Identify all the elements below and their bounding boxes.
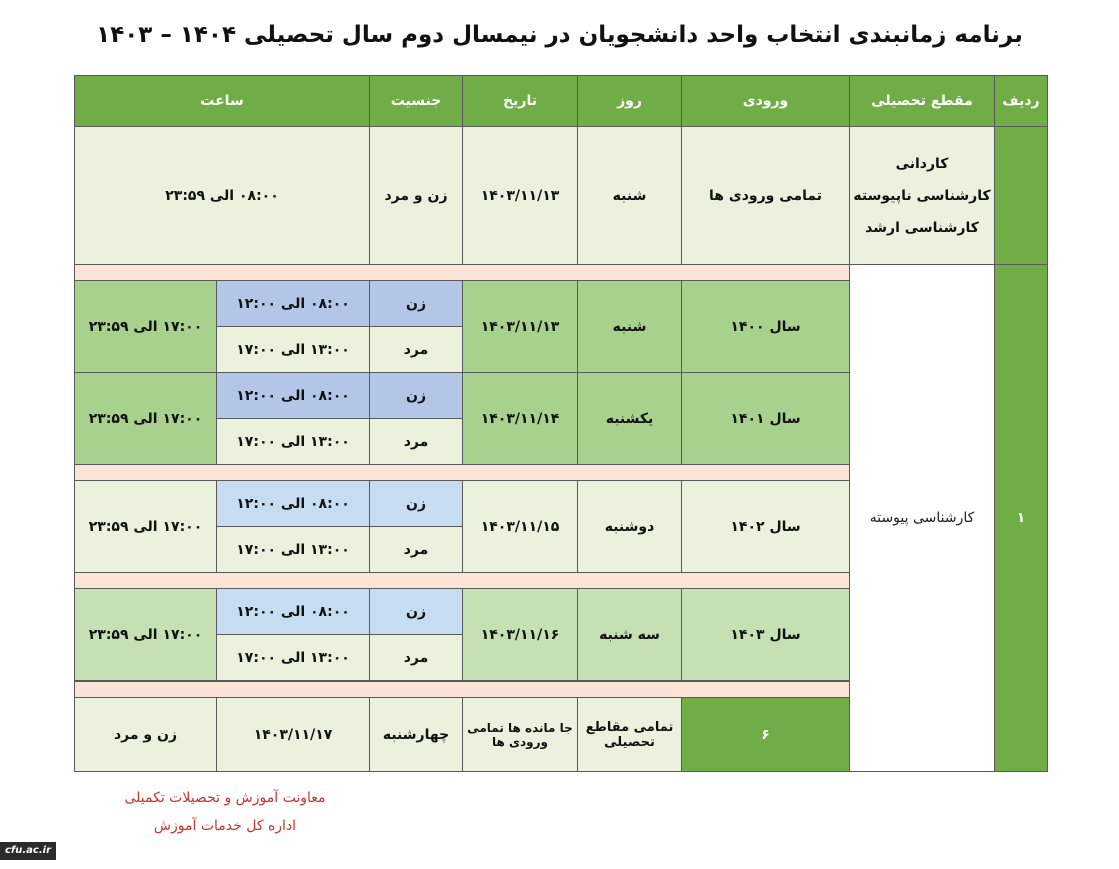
tarikh-cell: ۱۴۰۳/۱۱/۱۵ — [463, 481, 578, 573]
header-radif: ردیف — [995, 76, 1048, 127]
tarikh-cell: ۱۴۰۳/۱۱/۱۳ — [463, 281, 578, 373]
saat-evening-cell: ۱۷:۰۰ الی ۲۳:۵۹ — [75, 373, 217, 465]
vorudi-cell: جا مانده ها تمامی ورودی ها — [463, 698, 578, 772]
tarikh-cell: ۱۴۰۳/۱۱/۱۷ — [217, 698, 370, 772]
saat-mard-cell: ۱۳:۰۰ الی ۱۷:۰۰ — [217, 635, 370, 681]
header-row — [75, 76, 1048, 127]
vorudi-cell: تمامی ورودی ها — [682, 127, 850, 265]
saat-zan-cell: ۰۸:۰۰ الی ۱۲:۰۰ — [217, 281, 370, 327]
vorudi-cell: سال ۱۴۰۰ — [682, 281, 850, 373]
radif-cell: ۱ — [995, 265, 1048, 772]
maghta-cell-top — [850, 127, 995, 265]
radif-cell: ۶ — [682, 698, 850, 772]
saat-cell: ۰۸:۰۰ الی ۲۳:۵۹ — [75, 127, 370, 265]
jensiat-mard-cell: مرد — [370, 527, 463, 573]
tarikh-cell: ۱۴۰۳/۱۱/۱۴ — [463, 373, 578, 465]
saat-zan-cell: ۰۸:۰۰ الی ۱۲:۰۰ — [217, 481, 370, 527]
ruz-cell: یکشنبه — [578, 373, 682, 465]
saat-zan-cell: ۰۸:۰۰ الی ۱۲:۰۰ — [217, 373, 370, 419]
saat-evening-cell: ۱۷:۰۰ الی ۲۳:۵۹ — [75, 589, 217, 681]
schedule-table — [74, 75, 1048, 772]
header-saat: ساعت — [75, 76, 370, 127]
spacer-cell — [75, 573, 850, 589]
maghta-line: کاردانی — [895, 155, 949, 172]
tarikh-cell: ۱۴۰۳/۱۱/۱۳ — [463, 127, 578, 265]
spacer-cell — [75, 265, 850, 281]
jensiat-cell: زن و مرد — [370, 127, 463, 265]
header-tarikh: تاریخ — [463, 76, 578, 127]
jensiat-zan-cell: زن — [370, 589, 463, 635]
spacer-row — [75, 265, 1048, 281]
footer-line-1: معاونت آموزش و تحصیلات تکمیلی — [124, 790, 326, 806]
page-title: برنامه زمانبندی انتخاب واحد دانشجویان در نیمسال دوم سال تحصیلی ۱۴۰۴ – ۱۴۰۳ — [96, 22, 1023, 48]
tarikh-cell: ۱۴۰۳/۱۱/۱۶ — [463, 589, 578, 681]
jensiat-cell: زن و مرد — [75, 698, 217, 772]
saat-mard-cell: ۱۳:۰۰ الی ۱۷:۰۰ — [217, 327, 370, 373]
ruz-cell: شنبه — [578, 127, 682, 265]
ruz-cell: شنبه — [578, 281, 682, 373]
header-ruz: روز — [578, 76, 682, 127]
ruz-cell: سه شنبه — [578, 589, 682, 681]
table-row-top — [75, 127, 1048, 265]
radif-cell-empty — [995, 127, 1048, 265]
vorudi-cell: سال ۱۴۰۳ — [682, 589, 850, 681]
brand-logo: cfu.ac.ir — [0, 842, 56, 860]
saat-evening-cell: ۱۷:۰۰ الی ۲۳:۵۹ — [75, 281, 217, 373]
vorudi-cell: سال ۱۴۰۱ — [682, 373, 850, 465]
footer-line-2: اداره کل خدمات آموزش — [153, 818, 297, 834]
ruz-cell: دوشنبه — [578, 481, 682, 573]
maghta-line: کارشناسی ارشد — [865, 219, 979, 236]
jensiat-zan-cell: زن — [370, 481, 463, 527]
saat-evening-cell: ۱۷:۰۰ الی ۲۳:۵۹ — [75, 481, 217, 573]
header-vorudi: ورودی — [682, 76, 850, 127]
jensiat-mard-cell: مرد — [370, 419, 463, 465]
header-maghta: مقطع تحصیلی — [850, 76, 995, 127]
spacer-cell — [75, 682, 850, 698]
saat-zan-cell: ۰۸:۰۰ الی ۱۲:۰۰ — [217, 589, 370, 635]
ruz-cell: چهارشنبه — [370, 698, 463, 772]
spacer-cell — [75, 465, 850, 481]
maghta-cell: تمامی مقاطع تحصیلی — [578, 698, 682, 772]
vorudi-cell: سال ۱۴۰۲ — [682, 481, 850, 573]
maghta-cell: کارشناسی پیوسته — [850, 265, 995, 772]
header-jensiat: جنسیت — [370, 76, 463, 127]
jensiat-zan-cell: زن — [370, 373, 463, 419]
jensiat-zan-cell: زن — [370, 281, 463, 327]
saat-mard-cell: ۱۳:۰۰ الی ۱۷:۰۰ — [217, 527, 370, 573]
saat-mard-cell: ۱۳:۰۰ الی ۱۷:۰۰ — [217, 419, 370, 465]
maghta-line: کارشناسی ناپیوسته — [853, 187, 991, 204]
jensiat-mard-cell: مرد — [370, 635, 463, 681]
jensiat-mard-cell: مرد — [370, 327, 463, 373]
